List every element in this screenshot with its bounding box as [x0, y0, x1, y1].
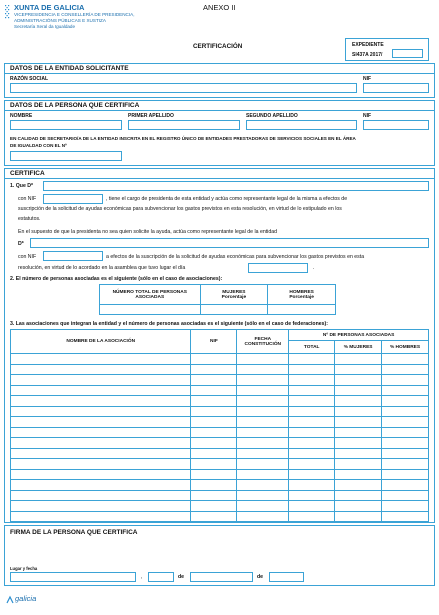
table-row: [11, 427, 429, 438]
table-cell[interactable]: [191, 459, 237, 470]
table-cell[interactable]: [289, 427, 335, 438]
table-cell[interactable]: [237, 385, 289, 396]
table-cell[interactable]: [11, 469, 191, 480]
q3-federation-table: [10, 329, 429, 522]
table-cell[interactable]: [289, 396, 335, 407]
table-cell[interactable]: [335, 427, 382, 438]
table-cell[interactable]: [191, 406, 237, 417]
table-cell[interactable]: [191, 427, 237, 438]
q3-header-group: Nº DE PERSONAS ASOCIADAS: [289, 330, 429, 341]
table-cell[interactable]: [289, 511, 335, 522]
q1-text-line2: suscripción de la solicitud de ayudas económicas para subvencionar los gastos previstos en esta resolución, en virtud de lo estipulado en los: [18, 206, 342, 212]
table-cell[interactable]: [289, 375, 335, 386]
table-cell[interactable]: [335, 438, 382, 449]
razon-social-label: RAZÓN SOCIAL: [10, 76, 49, 82]
table-cell[interactable]: [191, 501, 237, 512]
table-cell[interactable]: [382, 375, 429, 386]
q1-con-nif2: con NIF: [18, 254, 37, 260]
q1-text-line1: , tiene el cargo de presidenta de esta entidad y actúa como representante legal de la misma a efectos de: [106, 196, 348, 202]
annex-title: ANEXO II: [203, 3, 236, 12]
apellido1-input[interactable]: [128, 120, 240, 130]
table-cell[interactable]: [11, 480, 191, 491]
de-label-1: de: [178, 574, 185, 580]
table-cell[interactable]: [335, 396, 382, 407]
table-row: [11, 375, 429, 386]
q1-con-nif: con NIF: [18, 196, 37, 202]
q2-mujeres-cell[interactable]: [200, 305, 268, 315]
table-cell[interactable]: [191, 375, 237, 386]
q2-header-hombres-line2: Porcentaje: [289, 294, 314, 300]
table-cell[interactable]: [237, 354, 289, 365]
q1-alt-text-line3: resolución, en virtud de lo acordado en la asamblea que tuvo lugar el día: [18, 265, 186, 271]
table-cell[interactable]: [289, 490, 335, 501]
table-cell[interactable]: [191, 354, 237, 365]
q2-header-mujeres-line1: MUJERES: [222, 289, 246, 295]
table-row: [11, 385, 429, 396]
table-cell[interactable]: [335, 480, 382, 491]
person-title-divider: [4, 110, 435, 111]
xunta-flag-icon: [4, 3, 11, 32]
table-cell[interactable]: [289, 385, 335, 396]
table-cell[interactable]: [11, 459, 191, 470]
table-cell[interactable]: [11, 406, 191, 417]
table-row: [11, 354, 429, 365]
table-cell[interactable]: [382, 396, 429, 407]
entity-nif-input[interactable]: [363, 83, 429, 93]
table-cell[interactable]: [11, 396, 191, 407]
table-cell[interactable]: [382, 480, 429, 491]
expediente-value: SI437A 2017/: [352, 52, 383, 58]
table-cell[interactable]: [191, 417, 237, 428]
day-input[interactable]: [148, 572, 174, 582]
table-cell[interactable]: [11, 438, 191, 449]
table-cell[interactable]: [237, 417, 289, 428]
table-cell[interactable]: [237, 438, 289, 449]
table-cell[interactable]: [335, 469, 382, 480]
table-cell[interactable]: [191, 385, 237, 396]
q3-header-fecha-line2: CONSTITUCIÓN: [244, 341, 282, 347]
page-title: CERTIFICACIÓN: [193, 43, 243, 50]
table-cell[interactable]: [191, 438, 237, 449]
certifica-section-title: CERTIFICA: [10, 170, 45, 177]
table-cell[interactable]: [382, 501, 429, 512]
table-cell[interactable]: [289, 438, 335, 449]
q2-total-cell[interactable]: [100, 305, 201, 315]
table-cell[interactable]: [382, 417, 429, 428]
table-cell[interactable]: [237, 511, 289, 522]
q3-header-fecha-line1: FECHA: [254, 336, 272, 342]
table-cell[interactable]: [237, 501, 289, 512]
table-cell[interactable]: [335, 501, 382, 512]
table-cell[interactable]: [191, 396, 237, 407]
q3-header-mujeres: % MUJERES: [335, 341, 382, 354]
q3-header-fecha: [237, 330, 289, 354]
month-input[interactable]: [190, 572, 253, 582]
table-cell[interactable]: [237, 480, 289, 491]
table-row: [11, 438, 429, 449]
razon-social-input[interactable]: [10, 83, 357, 93]
galicia-logo-icon: [5, 595, 15, 605]
table-row: [11, 364, 429, 375]
table-cell[interactable]: [382, 438, 429, 449]
table-cell[interactable]: [382, 427, 429, 438]
table-cell[interactable]: [289, 354, 335, 365]
q2-header-total: NÚMERO TOTAL DE PERSONAS ASOCIADAS: [100, 285, 201, 305]
nombre-input[interactable]: [10, 120, 122, 130]
q2-label: 2. El número de personas asociadas es el siguiente (sólo en el caso de asociaciones):: [10, 276, 223, 282]
registry-text-line2: DE IGUALDAD CON EL Nº: [10, 143, 67, 148]
table-cell[interactable]: [191, 448, 237, 459]
table-cell[interactable]: [11, 385, 191, 396]
table-cell[interactable]: [289, 480, 335, 491]
table-cell[interactable]: [237, 469, 289, 480]
expediente-label: EXPEDIENTE: [352, 42, 384, 48]
table-cell[interactable]: [289, 459, 335, 470]
table-cell[interactable]: [335, 364, 382, 375]
table-cell[interactable]: [335, 417, 382, 428]
table-cell[interactable]: [237, 448, 289, 459]
table-cell[interactable]: [237, 396, 289, 407]
table-cell[interactable]: [11, 375, 191, 386]
table-row: [11, 511, 429, 522]
table-cell[interactable]: [382, 490, 429, 501]
table-row: [11, 406, 429, 417]
apellido2-label: SEGUNDO APELLIDO: [246, 113, 298, 119]
table-cell[interactable]: [237, 490, 289, 501]
entity-title-divider: [4, 73, 435, 74]
table-cell[interactable]: [382, 354, 429, 365]
de-label-2: de: [257, 574, 264, 580]
table-cell[interactable]: [289, 469, 335, 480]
q1-d-label: D*: [18, 241, 24, 247]
table-cell[interactable]: [382, 385, 429, 396]
table-cell[interactable]: [191, 480, 237, 491]
q2-header-hombres: [268, 285, 336, 305]
org-line1: VICEPRESIDENCIA E CONSELLERÍA DE PRESIDENCIA,: [14, 12, 135, 17]
galicia-logo-text: galicia: [15, 594, 37, 603]
table-cell[interactable]: [382, 511, 429, 522]
q1-alt-text: En el supuesto de que la presidenta no sea quien solicite la ayuda, actúa como representante legal de la entidad: [18, 229, 277, 235]
person-nif-input[interactable]: [363, 120, 429, 130]
table-cell[interactable]: [11, 448, 191, 459]
q1-alt-name-input[interactable]: [30, 238, 429, 248]
table-cell[interactable]: [237, 427, 289, 438]
table-cell[interactable]: [382, 406, 429, 417]
table-cell[interactable]: [237, 364, 289, 375]
table-row: [11, 480, 429, 491]
table-cell[interactable]: [11, 354, 191, 365]
table-cell[interactable]: [11, 490, 191, 501]
q2-members-table: [99, 284, 336, 315]
table-cell[interactable]: [191, 469, 237, 480]
table-cell[interactable]: [289, 406, 335, 417]
table-row: [11, 448, 429, 459]
entity-nif-label: NIF: [363, 76, 372, 82]
table-row: [11, 396, 429, 407]
table-cell[interactable]: [11, 427, 191, 438]
table-row: [11, 459, 429, 470]
entity-section-title: DATOS DE LA ENTIDAD SOLICITANTE: [10, 65, 129, 72]
table-cell[interactable]: [382, 364, 429, 375]
table-cell[interactable]: [237, 459, 289, 470]
table-cell[interactable]: [289, 448, 335, 459]
q1-text-line3: estatutos.: [18, 216, 41, 222]
q2-header-mujeres-line2: Porcentaje: [221, 294, 247, 300]
table-cell[interactable]: [11, 417, 191, 428]
assembly-date-input[interactable]: [248, 263, 308, 273]
lugar-fecha-label: Lugar y fecha: [10, 566, 38, 571]
table-cell[interactable]: [335, 459, 382, 470]
table-row: [11, 501, 429, 512]
firma-section-title: FIRMA DE LA PERSONA QUE CERTIFICA: [10, 529, 138, 536]
lugar-comma: ,: [141, 574, 143, 580]
org-line2: ADMINISTRACIÓNS PÚBLICAS E XUSTIZA: [14, 18, 106, 23]
table-cell[interactable]: [382, 469, 429, 480]
table-cell[interactable]: [335, 375, 382, 386]
table-cell[interactable]: [335, 511, 382, 522]
table-cell[interactable]: [191, 364, 237, 375]
table-row: [11, 469, 429, 480]
q2-hombres-cell[interactable]: [268, 305, 336, 315]
q3-header-total: TOTAL: [289, 341, 335, 354]
certifica-title-divider: [4, 178, 435, 179]
table-cell[interactable]: [191, 490, 237, 501]
table-cell[interactable]: [335, 448, 382, 459]
table-cell[interactable]: [289, 364, 335, 375]
person-nif-label: NIF: [363, 113, 372, 119]
table-cell[interactable]: [11, 501, 191, 512]
q3-label: 3. Las asociaciones que integran la entidad y el número de personas asociadas es el siguiente (sólo en el caso de federaciones):: [10, 321, 328, 327]
table-cell[interactable]: [191, 511, 237, 522]
q1-alt-text-end: .: [313, 265, 315, 271]
table-cell[interactable]: [335, 490, 382, 501]
table-cell[interactable]: [11, 511, 191, 522]
q1-alt-text-line2: a efectos de la suscripción de la solicitud de ayudas económicas para subvencionar los gastos previstos en esta: [106, 254, 365, 260]
table-cell[interactable]: [289, 501, 335, 512]
table-row: [11, 417, 429, 428]
table-cell[interactable]: [382, 459, 429, 470]
apellido2-input[interactable]: [246, 120, 357, 130]
q1-alt-nif-input[interactable]: [43, 251, 103, 261]
lugar-input[interactable]: [10, 572, 136, 582]
expediente-number-input[interactable]: [392, 49, 423, 58]
q2-header-mujeres: [200, 285, 268, 305]
apellido1-label: PRIMER APELLIDO: [128, 113, 174, 119]
person-section-title: DATOS DE LA PERSONA QUE CERTIFICA: [10, 102, 140, 109]
q1-label: 1. Que D*: [10, 183, 34, 189]
table-cell[interactable]: [335, 354, 382, 365]
registry-number-input[interactable]: [10, 151, 122, 161]
q3-header-nombre: NOMBRE DE LA ASOCIACIÓN: [11, 330, 191, 354]
table-row: [11, 490, 429, 501]
org-name: XUNTA DE GALICIA: [14, 3, 85, 12]
q1-name-input[interactable]: [43, 181, 429, 191]
table-cell[interactable]: [237, 375, 289, 386]
org-line3: Secretaría Xeral da Igualdade: [14, 24, 76, 29]
table-cell[interactable]: [11, 364, 191, 375]
q3-header-hombres: % HOMBRES: [382, 341, 429, 354]
q3-header-nif: NIF: [191, 330, 237, 354]
xunta-logo: [4, 3, 11, 32]
q2-header-hombres-line1: HOMBRES: [289, 289, 314, 295]
nombre-label: NOMBRE: [10, 113, 33, 119]
year-input[interactable]: [269, 572, 304, 582]
q1-nif-input[interactable]: [43, 194, 103, 204]
table-cell[interactable]: [289, 417, 335, 428]
table-cell[interactable]: [335, 385, 382, 396]
table-cell[interactable]: [335, 406, 382, 417]
table-cell[interactable]: [237, 406, 289, 417]
table-cell[interactable]: [382, 448, 429, 459]
registry-text-line1: EN CALIDAD DE SECRETARIO/A DE LA ENTIDAD INSCRITA EN EL REGISTRO ÚNICO DE ENTIDADES PRESTADORAS DE SERVICIOS SOCIALES EN EL ÁREA: [10, 136, 356, 141]
